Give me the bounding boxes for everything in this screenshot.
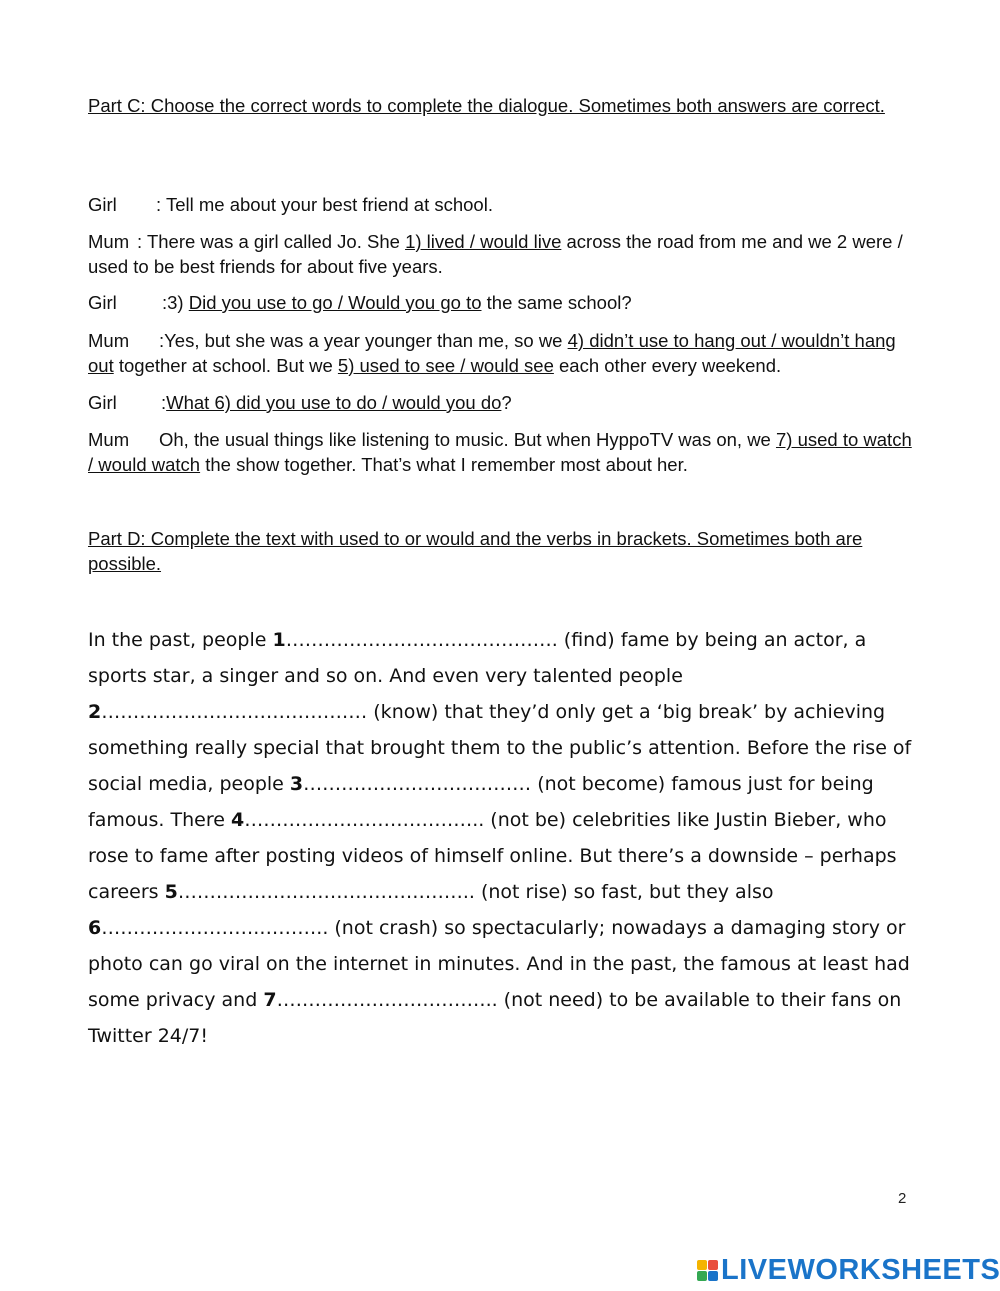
speaker-label: Mum — [88, 330, 130, 351]
dialogue-line: Girl :3) Did you use to go / Would you go to the same school? — [88, 291, 918, 316]
dialogue-line: Girl : Tell me about your best friend at school. — [88, 193, 918, 218]
dialogue-line: Mum : There was a girl called Jo. She 1) lived / would live across the road from me and we 2 were / used to be best friends for about five years. — [88, 231, 903, 277]
gap-blank[interactable]: ……………………………………. (find) fame by being an actor, a sports star, a singer and so on. And even very talented people — [88, 629, 867, 687]
gap-number: 2 — [88, 701, 102, 723]
answer-choice[interactable]: 4) didn’t use to hang out / wouldn’t hang out — [88, 330, 896, 376]
logo-blocks-icon — [697, 1260, 718, 1281]
logo-text: LIVEWORKSHEETS — [721, 1254, 1000, 1286]
gap-number: 7 — [263, 989, 277, 1011]
logo-block — [708, 1271, 718, 1281]
gap-number: 6 — [88, 917, 102, 939]
answer-choice[interactable]: Did you use to go / Would you go to — [188, 292, 482, 313]
dialogue-line: Mum Oh, the usual things like listening to music. But when HyppoTV was on, we 7) used to watch / would watch the show together. That’s what I remember most about her. — [88, 429, 912, 475]
speaker-label: Girl — [88, 392, 117, 413]
logo-block — [697, 1271, 707, 1281]
dialogue-line: Mum :Yes, but she was a year younger than me, so we 4) didn’t use to hang out / wouldn’t hang out together at school. But we 5) used to see / would see each other every weekend. — [88, 330, 896, 376]
gap-blank[interactable]: …………………………………… (know) that they’d only get a ‘big break’ by achieving something really special that brought them to the public’s attention. Before the rise of social media, people — [88, 701, 912, 795]
gap-blank[interactable]: ……………………………….. (not be) celebrities like Justin Bieber, who rose to fame after posting videos of himself online. But there’s a downside – perhaps careers — [88, 809, 897, 903]
answer-choice[interactable]: 1) lived / would live — [405, 231, 562, 252]
answer-choice[interactable]: 5) used to see / would see — [337, 354, 554, 376]
gap-number: 1 — [272, 629, 286, 651]
speaker-label: Girl — [88, 292, 117, 313]
speaker-label: Girl — [88, 194, 117, 215]
gap-blank[interactable]: ……………………………… (not become) famous just for being famous. There — [88, 773, 874, 831]
dialogue-line: Girl :What 6) did you use to do / would you do? — [88, 391, 918, 416]
logo-block — [708, 1260, 718, 1270]
part-c-heading: Part C: Choose the correct words to complete the dialogue. Sometimes both answers are correct. — [88, 95, 885, 116]
gap-blank[interactable]: …………………….……….. (not crash) so spectacularly; nowadays a damaging story or photo can go viral on the internet in minutes. And in the past, the famous at least had some privacy and — [88, 917, 910, 1011]
answer-choice[interactable]: What 6) did you use to do / would you do — [166, 392, 502, 413]
gap-blank[interactable]: …………………………….. (not need) to be available to their fans on Twitter 24/7! — [88, 989, 902, 1047]
speaker-label: Mum — [88, 231, 130, 252]
logo-block — [697, 1260, 707, 1270]
gap-blank[interactable]: ……………………………………….. (not rise) so fast, but they also — [177, 881, 774, 903]
gap-number: 4 — [230, 809, 245, 831]
gap-number: 3 — [289, 773, 304, 795]
page-number: 2 — [898, 1190, 907, 1207]
gap-number: 5 — [164, 881, 178, 903]
liveworksheets-logo[interactable] — [697, 1254, 1000, 1287]
answer-choice[interactable]: 7) used to watch / would watch — [88, 429, 912, 475]
gap-fill-paragraph: In the past, people 1……………………………………. (find) fame by being an actor, a sports star, a singer and so on. And even very talented people 2…………………………………… (know) that they’d only get a ‘big break’ by achieving something really special that brought them to the public’s attention. Before the rise of social media, people 3……………………………… (not become) famous just for being famous. There 4……………………………….. (not be) celebrities like Justin Bieber, who rose to fame after posting videos of himself online. But there’s a downside – perhaps careers 5……………………………………….. (not rise) so fast, but they also 6…………………….……….. (not crash) so spectacularly; nowadays a damaging story or photo can go viral on the internet in minutes. And in the past, the famous at least had some privacy and 7…………………………….. (not need) to be available to their fans on Twitter 24/7! — [88, 629, 912, 1047]
part-d-heading: Part D: Complete the text with used to or would and the verbs in brackets. Sometimes both are possible. — [88, 528, 863, 574]
speaker-label: Mum — [88, 429, 130, 450]
dialogue-text: Tell me about your best friend at school. — [165, 194, 493, 215]
